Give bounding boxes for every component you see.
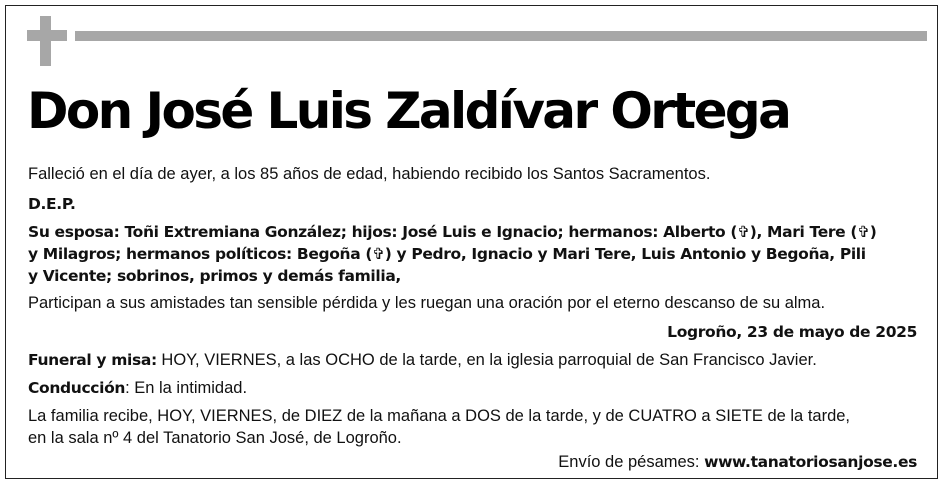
deceased-name: Don José Luis Zaldívar Ortega [27, 82, 790, 140]
cross-icon [27, 16, 67, 66]
funeral-text: HOY, VIERNES, a las OCHO de la tarde, en la iglesia parroquial de San Francisco Javier. [156, 351, 817, 369]
dep-label: D.E.P. [28, 195, 76, 213]
funeral-info [28, 350, 918, 371]
family-line-2: y Milagros; hermanos políticos: Begoña (✞) y Pedro, Ignacio y Mari Tere, Luis Antonio y Begoña, Pili [28, 245, 866, 263]
family-line-1: Su esposa: Toñi Extremiana González; hijos: José Luis e Ignacio; hermanos: Alberto (✞), Mari Tere (✞) [28, 223, 877, 241]
death-notice-text: Falleció en el día de ayer, a los 85 años de edad, habiendo recibido los Santos Sacramentos. [28, 165, 711, 183]
condolences-label: Envío de pésames: [558, 453, 705, 471]
family-receives-line-2: en la sala nº 4 del Tanatorio San José, de Logroño. [28, 429, 402, 447]
condolences-website-link[interactable]: www.tanatoriosanjose.es [704, 453, 917, 471]
funeral-label: Funeral y misa: [28, 351, 157, 369]
header-rule [75, 31, 927, 41]
place-date: Logroño, 23 de mayo de 2025 [667, 323, 917, 341]
family-receives-line-1: La familia recibe, HOY, VIERNES, de DIEZ de la mañana a DOS de la tarde, y de CUATRO a SIETE de la tarde, [28, 407, 851, 425]
conduction-label: Conducción [28, 379, 126, 397]
conduction-text: : En la intimidad. [125, 379, 248, 397]
family-line-3: y Vicente; sobrinos, primos y demás familia, [28, 267, 401, 285]
conduction-info [28, 378, 918, 399]
condolences-info [558, 452, 917, 473]
participation-text: Participan a sus amistades tan sensible pérdida y les ruegan una oración por el eterno descanso de su alma. [28, 294, 826, 312]
